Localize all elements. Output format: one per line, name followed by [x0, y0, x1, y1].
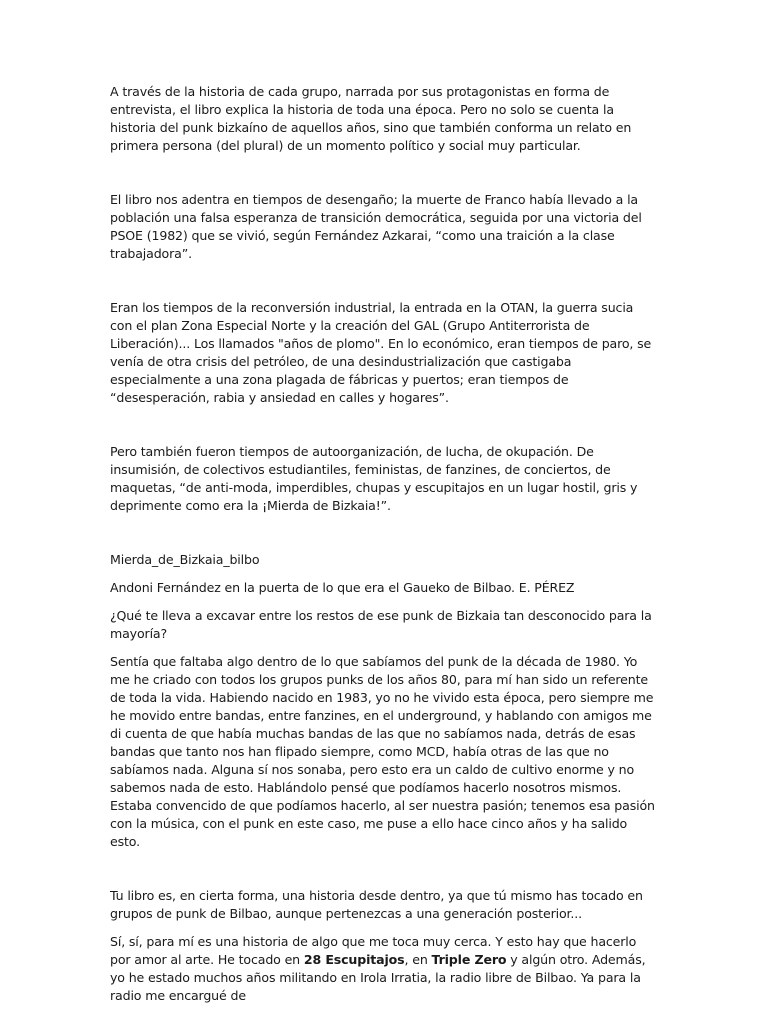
image-filename: Mierda_de_Bizkaia_bilbo [110, 552, 260, 567]
interview-question-2: Tu libro es, en cierta forma, una historia desde dentro, ya que tú mismo has tocado en grupos de punk de Bilbao, aunque pertenezcas a una generación posterior... [110, 888, 643, 921]
interview-answer-2 [110, 933, 658, 1005]
answer-2-text-b: , en [404, 952, 432, 967]
paragraph-industrial: Eran los tiempos de la reconversión industrial, la entrada en la OTAN, la guerra sucia con el plan Zona Especial Norte y la creación del GAL (Grupo Antiterrorista de Liberación)... Los llamados "años de plomo". En lo económico, eran tiempos de paro, se venía de otra crisis del petróleo, de una desindustrialización que castigaba especialmente a una zona plagada de fábricas y puertos; eran tiempos de “desesperación, rabia y ansiedad en calles y hogares”. [110, 300, 652, 405]
interview-answer-1: Sentía que faltaba algo dentro de lo que sabíamos del punk de la década de 1980. Yo me he criado con todos los grupos punks de los años 80, para mí han sido un referente de toda la vida. Habiendo nacido en 1983, yo no he vivido esta época, pero siempre me he movido entre bandas, entre fanzines, en el underground, y hablando con amigos me di cuenta de que había muchas bandas de las que no sabíamos nada, detrás de esas bandas que tanto nos han flipado siempre, como MCD, había otras de las que no sabíamos nada. Alguna sí nos sonaba, pero esto era un caldo de cultivo enorme y no sabemos nada de esto. Hablándolo pensé que podíamos hacerlo nosotros mismos. Estaba convencido de que podíamos hacerlo, al ser nuestra pasión; tenemos esa pasión con la música, con el punk en este caso, me puse a ello hace cinco años y ha salido esto. [110, 654, 655, 849]
band-name-28-escupitajos: 28 Escupitajos [303, 952, 405, 967]
article-body [110, 83, 658, 1005]
band-name-triple-zero: Triple Zero [431, 952, 507, 967]
paragraph-selforganization: Pero también fueron tiempos de autoorganización, de lucha, de okupación. De insumisión, de colectivos estudiantiles, feministas, de fanzines, de conciertos, de maquetas, “de anti-moda, imperdibles, chupas y escupitajos en un lugar hostil, gris y deprimente como era la ¡Mierda de Bizkaia!”. [110, 444, 638, 513]
paragraph-disillusion: El libro nos adentra en tiempos de desengaño; la muerte de Franco había llevado a la población una falsa esperanza de transición democrática, seguida por una victoria del PSOE (1982) que se vivió, según Fernández Azkarai, “como una traición a la clase trabajadora”. [110, 192, 642, 261]
answer-2-text-a: Sí, sí, para mí es una historia de algo que me toca muy cerca. Y esto hay que hacerlo por amor al arte. He tocado en [110, 934, 637, 967]
paragraph-intro: A través de la historia de cada grupo, narrada por sus protagonistas en forma de entrevista, el libro explica la historia de toda una época. Pero no solo se cuenta la historia del punk bizkaíno de aquellos años, sino que también conforma un relato en primera persona (del plural) de un momento político y social muy particular. [110, 84, 632, 153]
answer-2-text-c: y algún otro. Además, yo he estado muchos años militando en Irola Irratia, la radio libre de Bilbao. Ya para la radio me encargué de [110, 952, 646, 1003]
interview-question-1: ¿Qué te lleva a excavar entre los restos de ese punk de Bizkaia tan desconocido para la mayoría? [110, 608, 652, 641]
photo-caption: Andoni Fernández en la puerta de lo que era el Gaueko de Bilbao. E. PÉREZ [110, 580, 575, 595]
